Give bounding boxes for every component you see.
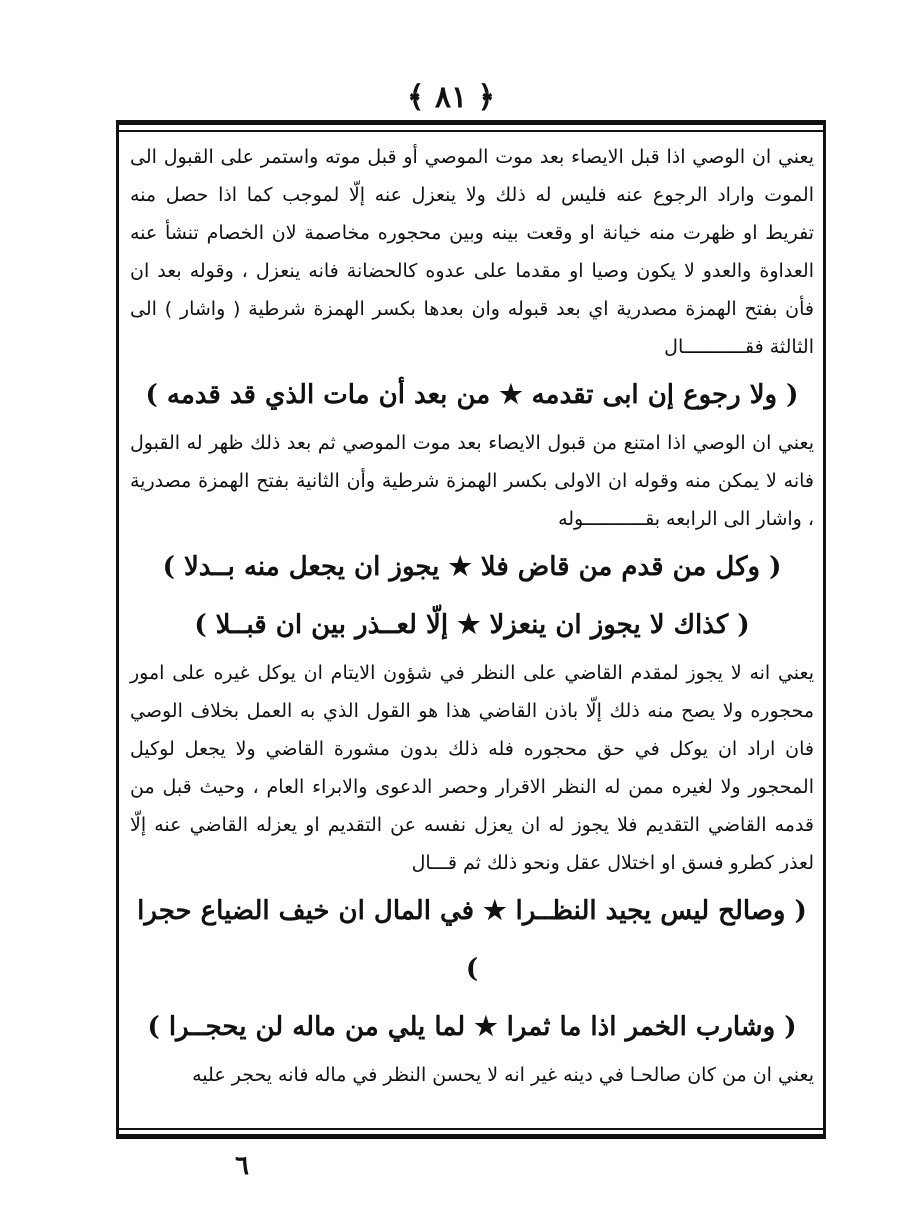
verse-line-3: ( كذاك لا يجوز ان ينعزلا ★ إلّا لعــذر بين ان قبــلا ) (194, 610, 750, 640)
prose-line: الوصي فان اراد ان يوكل في حق محجوره فله ذلك بدون مشورة القاضي ولا يجعل (130, 700, 814, 760)
prose-line: الموت واراد الرجوع عنه فليس له ذلك ولا ينعزل عنه إلّا لموجب كما اذا حصل منه (130, 184, 814, 206)
page-body (130, 138, 814, 1094)
prose-line: لوكيل المحجور ولا لغيره ممن له النظر الاقرار وحصر الدعوى والابراء العام ، (130, 738, 814, 798)
frame-bottom-inner-border (116, 1128, 826, 1130)
prose-line: محجوره ولا يصح منه ذلك إلّا باذن القاضي هذا هو القول الذي به العمل بخلاف (190, 700, 814, 722)
prose-line: يعني انه لا يجوز لمقدم القاضي على النظر في شؤون الايتام ان يوكل غيره على امور (130, 662, 814, 684)
signature-number: ٦ (235, 1151, 249, 1181)
prose-line: يعني ان الوصي اذا امتنع من قبول الايصاء بعد موت الموصي ثم بعد ذلك ظهر له (186, 432, 814, 454)
frame-left-border (116, 120, 119, 1139)
verse-line-4: ( وصالح ليس يجيد النظــرا ★ في المال ان خيف الضياع حجرا ) (137, 896, 807, 984)
prose-line: ان فأن بفتح الهمزة مصدرية اي بعد قبوله وان بعدها بكسر الهمزة شرطية ( واشار ) (130, 260, 814, 320)
verse-line-1: ( ولا رجوع إن ابى تقدمه ★ من بعد أن مات الذي قد قدمه ) (145, 380, 799, 410)
prose-line: العداوة والعدو لا يكون وصيا او مقدما على عدوه كالحضانة فانه ينعزل ، وقوله بعد (157, 260, 814, 282)
prose-line: الهمزة مصدرية ، واشار الى الرابعه بقـــــــــــوله (130, 470, 814, 530)
prose-line: وحيث قبل من قدمه القاضي التقديم فلا يجوز له ان يعزل نفسه عن التقديم او (130, 776, 814, 836)
prose-paragraph-1 (130, 138, 814, 366)
prose-line: القبول فانه لا يمكن منه وقوله ان الاولى بكسر الهمزة شرطية وأن الثانية بفتح (130, 432, 814, 492)
prose-line: يعني ان من كان صالحـا في دينه غير انه لا يحسن النظر في ماله فانه يحجر عليه (192, 1064, 814, 1086)
frame-right-border (823, 120, 826, 1139)
verse-line-2: ( وكل من قدم من قاض فلا ★ يجوز ان يجعل منه بــدلا ) (162, 552, 782, 582)
prose-line: يعزله القاضي عنه إلّا لعذر كطرو فسق او اختلال عقل ونحو ذلك ثم قـــال (130, 814, 814, 874)
frame-top-inner-border (116, 130, 826, 132)
prose-line: يعني ان الوصي اذا قبل الايصاء بعد موت الموصي أو قبل موته واستمر على القبول الى (130, 146, 814, 168)
verse-line-5: ( وشارب الخمر اذا ما ثمرا ★ لما يلي من ماله لن يحجــرا ) (147, 1012, 797, 1042)
frame-bottom-border (116, 1134, 826, 1139)
prose-line: تفريط او ظهرت منه خيانة او وقعت بينه وبين محجوره مخاصمة لان الخصام تنشأ عنه (130, 222, 814, 244)
prose-paragraph-2 (130, 424, 814, 538)
prose-line: الى الثالثة فقـــــــــــال (130, 298, 814, 358)
prose-paragraph-4 (130, 1056, 814, 1094)
page-number: ﴿ ٨١ ﴾ (406, 80, 496, 115)
prose-paragraph-3 (130, 654, 814, 882)
frame-top-border (116, 120, 826, 125)
